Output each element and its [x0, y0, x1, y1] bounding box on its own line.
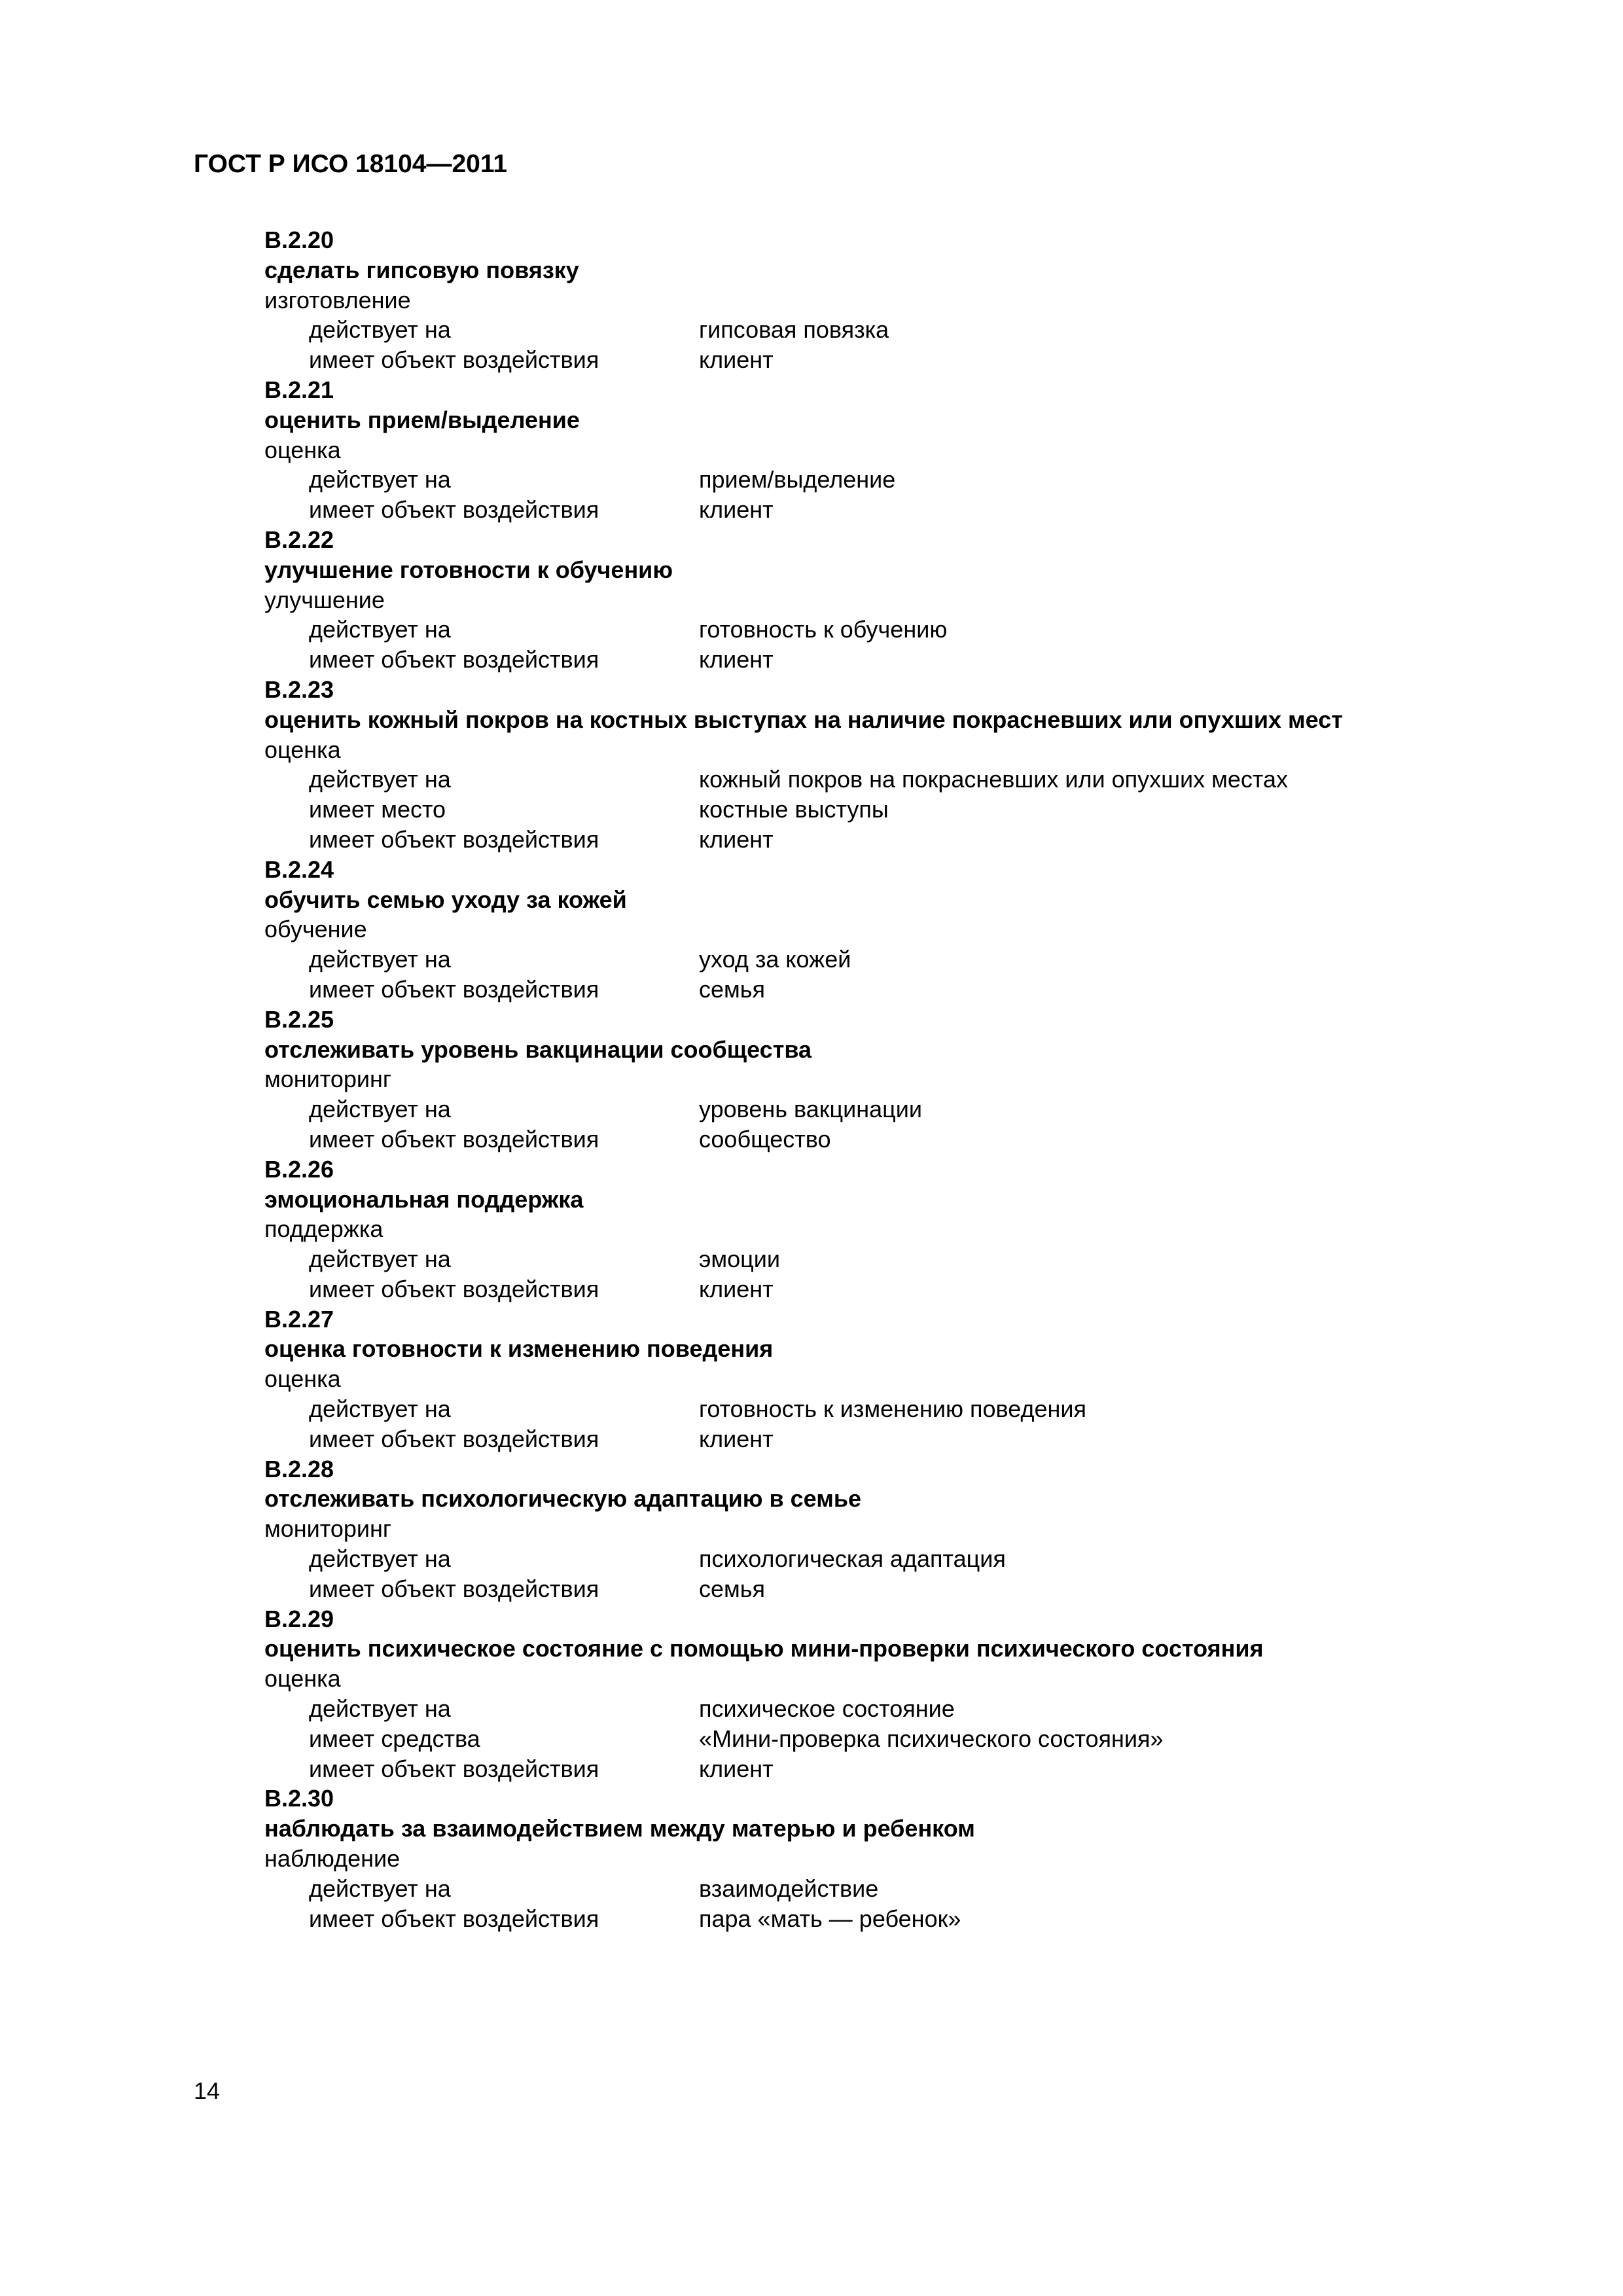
relation-row — [264, 1424, 1508, 1454]
relation-value: клиент — [699, 1755, 774, 1782]
entry-title: оценка готовности к изменению поведения — [264, 1335, 774, 1363]
relation-row — [264, 1124, 1508, 1155]
relation-row — [264, 1754, 1508, 1784]
relation-value: клиент — [699, 825, 774, 853]
relation-value: сообщество — [699, 1125, 831, 1153]
relation-value: психологическая адаптация — [699, 1545, 1006, 1573]
relation-value: эмоции — [699, 1246, 780, 1273]
relation-value: гипсовая повязка — [699, 316, 889, 344]
relation-name: действует на — [309, 316, 451, 344]
relation-value: взаимодействие — [699, 1874, 879, 1902]
relation-value: клиент — [699, 1425, 774, 1452]
relation-row — [264, 1094, 1508, 1124]
entry-title: сделать гипсовую повязку — [264, 256, 579, 283]
relation-value: уровень вакцинации — [699, 1096, 922, 1123]
relation-name: имеет объект воздействия — [309, 1275, 599, 1302]
relation-value: пара «мать — ребенок» — [699, 1905, 961, 1932]
relation-name: имеет объект воздействия — [309, 646, 599, 673]
relation-name: имеет объект воздействия — [309, 825, 599, 853]
entry-b-2-28 — [264, 1454, 1508, 1604]
relation-name: действует на — [309, 466, 451, 493]
entry-b-2-30 — [264, 1784, 1508, 1933]
entry-b-2-23 — [264, 675, 1508, 855]
entry-b-2-27 — [264, 1304, 1508, 1454]
relation-value: клиент — [699, 646, 774, 673]
entry-code: B.2.26 — [264, 1155, 334, 1183]
relation-value: прием/выделение — [699, 466, 896, 493]
entry-category: оценка — [264, 1365, 341, 1393]
relation-value: клиент — [699, 346, 774, 374]
relation-value: готовность к изменению поведения — [699, 1395, 1086, 1423]
entry-code: B.2.22 — [264, 526, 334, 553]
relation-row — [264, 1904, 1508, 1934]
relation-name: действует на — [309, 1874, 451, 1902]
relation-name: действует на — [309, 1096, 451, 1123]
entry-category: обучение — [264, 916, 367, 943]
relation-row — [264, 495, 1508, 525]
standard-designation: ГОСТ Р ИСО 18104—2011 — [194, 150, 508, 178]
relation-name: имеет объект воздействия — [309, 1425, 599, 1452]
relation-name: имеет объект воздействия — [309, 346, 599, 374]
relation-row — [264, 1574, 1508, 1604]
relation-value: «Мини-проверка психического состояния» — [699, 1725, 1164, 1752]
entry-category: мониторинг — [264, 1066, 392, 1093]
relation-row — [264, 315, 1508, 345]
relation-name: имеет объект воздействия — [309, 1755, 599, 1782]
relation-value: клиент — [699, 1275, 774, 1302]
relation-row — [264, 825, 1508, 855]
entry-category: оценка — [264, 736, 341, 763]
relation-name: действует на — [309, 1395, 451, 1423]
relation-row — [264, 1874, 1508, 1904]
entry-title: отслеживать уровень вакцинации сообщества — [264, 1035, 812, 1063]
entry-title: оценить кожный покров на костных выступах на наличие покрасневших или опухших мест — [264, 706, 1343, 733]
relation-name: имеет место — [309, 796, 446, 823]
relation-name: имеет объект воздействия — [309, 1125, 599, 1153]
relation-value: психическое состояние — [699, 1695, 955, 1723]
relation-row — [264, 1544, 1508, 1574]
entry-title: оценить психическое состояние с помощью мини-проверки психического состояния — [264, 1635, 1264, 1662]
relation-row — [264, 764, 1508, 795]
entry-b-2-29 — [264, 1604, 1508, 1784]
relation-value: семья — [699, 1575, 766, 1602]
relation-name: действует на — [309, 1695, 451, 1723]
relation-row — [264, 1394, 1508, 1424]
relation-value: костные выступы — [699, 796, 889, 823]
relation-value: семья — [699, 975, 766, 1003]
entry-b-2-22 — [264, 525, 1508, 675]
entry-code: B.2.25 — [264, 1005, 334, 1033]
relation-row — [264, 615, 1508, 645]
entry-b-2-20 — [264, 225, 1508, 375]
relation-name: имеет объект воздействия — [309, 496, 599, 524]
relation-row — [264, 345, 1508, 375]
entry-code: B.2.21 — [264, 376, 334, 403]
entry-category: мониторинг — [264, 1515, 392, 1543]
relation-name: действует на — [309, 946, 451, 973]
entry-title: отслеживать психологическую адаптацию в семье — [264, 1485, 861, 1513]
relation-value: готовность к обучению — [699, 616, 948, 643]
entry-category: наблюдение — [264, 1845, 401, 1873]
entry-code: B.2.24 — [264, 855, 334, 883]
entry-b-2-26 — [264, 1155, 1508, 1304]
relation-row — [264, 1244, 1508, 1274]
relation-row — [264, 645, 1508, 675]
relation-row — [264, 1274, 1508, 1304]
entry-code: B.2.30 — [264, 1785, 334, 1812]
relation-value: уход за кожей — [699, 946, 851, 973]
relation-value: клиент — [699, 496, 774, 524]
relation-row — [264, 1724, 1508, 1754]
entry-category: изготовление — [264, 286, 411, 314]
entry-title: наблюдать за взаимодействием между матерью и ребенком — [264, 1815, 975, 1842]
entry-category: поддержка — [264, 1215, 383, 1243]
entry-title: эмоциональная поддержка — [264, 1185, 584, 1213]
relation-name: имеет объект воздействия — [309, 1575, 599, 1602]
relation-row — [264, 944, 1508, 975]
relation-row — [264, 465, 1508, 495]
entry-code: B.2.23 — [264, 675, 334, 703]
entry-b-2-24 — [264, 855, 1508, 1005]
entry-category: улучшение — [264, 586, 385, 613]
entry-title: улучшение готовности к обучению — [264, 556, 673, 583]
page-number: 14 — [194, 2077, 221, 2104]
relation-name: действует на — [309, 1545, 451, 1573]
entries-list — [264, 225, 1508, 1933]
entry-code: B.2.29 — [264, 1605, 334, 1632]
relation-name: имеет средства — [309, 1725, 480, 1752]
entry-b-2-25 — [264, 1005, 1508, 1155]
relation-name: имеет объект воздействия — [309, 975, 599, 1003]
relation-value: кожный покров на покрасневших или опухших местах — [699, 766, 1288, 793]
relation-name: имеет объект воздействия — [309, 1905, 599, 1932]
entry-category: оценка — [264, 436, 341, 463]
entry-category: оценка — [264, 1665, 341, 1693]
entry-title: оценить прием/выделение — [264, 406, 580, 433]
relation-name: действует на — [309, 616, 451, 643]
entry-code: B.2.20 — [264, 226, 334, 253]
relation-name: действует на — [309, 766, 451, 793]
relation-row — [264, 975, 1508, 1005]
entry-code: B.2.27 — [264, 1305, 334, 1333]
entry-b-2-21 — [264, 375, 1508, 525]
relation-name: действует на — [309, 1246, 451, 1273]
entry-title: обучить семью уходу за кожей — [264, 886, 627, 913]
relation-row — [264, 795, 1508, 825]
entry-code: B.2.28 — [264, 1455, 334, 1482]
relation-row — [264, 1694, 1508, 1724]
